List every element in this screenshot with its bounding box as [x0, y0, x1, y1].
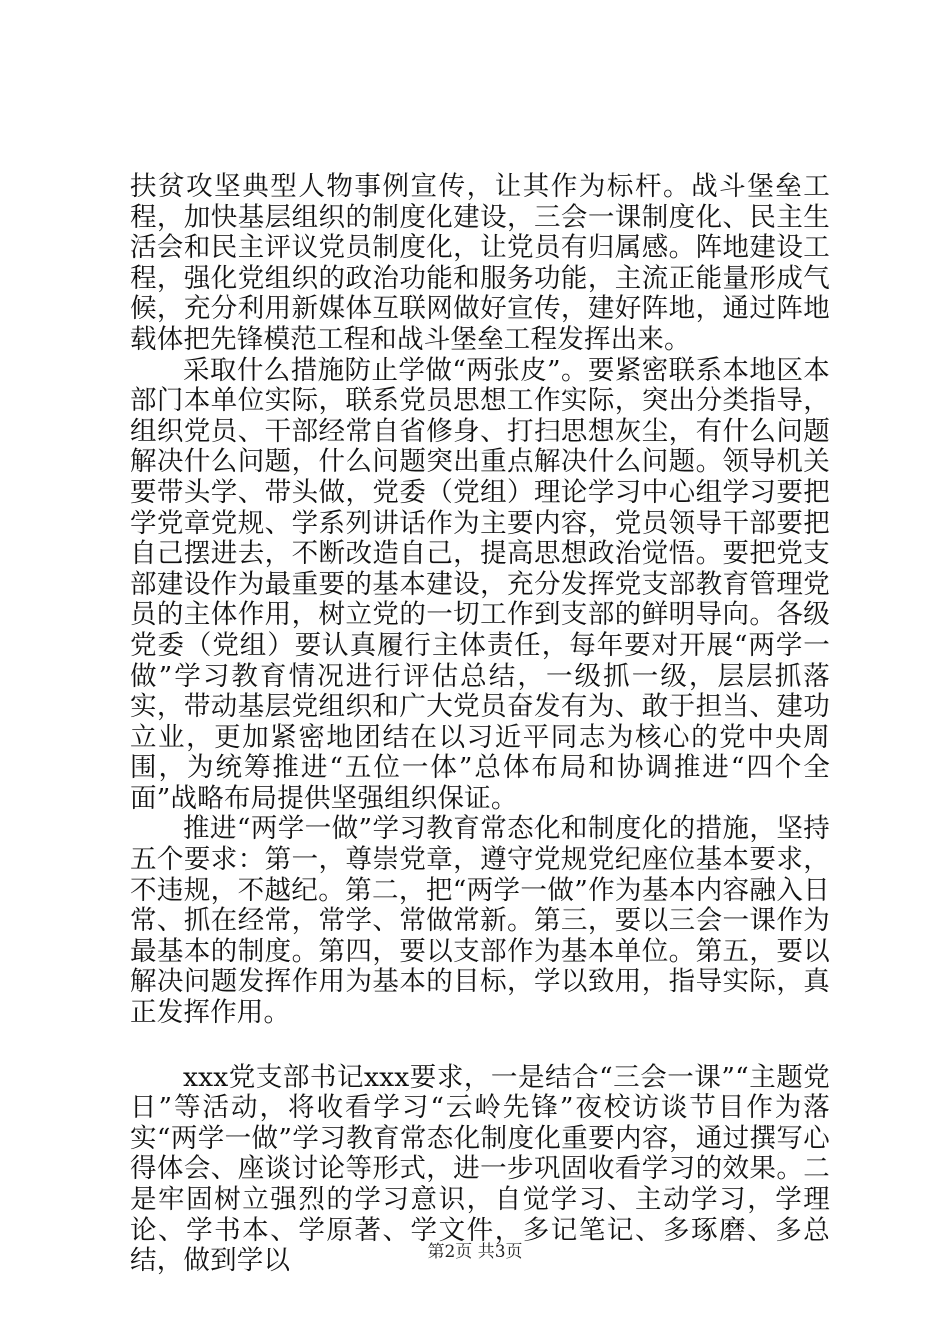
paragraph-continuation: 扶贫攻坚典型人物事例宣传，让其作为标杆。战斗堡垒工程，加快基层组织的制度化建设，三会一课制度化、民主生活会和民主评议党员制度化，让党员有归属感。阵地建设工程，强化党组织的政治功能和服务功能，主流正能量形成气候，充分利用新媒体互联网做好宣传，建好阵地，通过阵地载体把先锋模范工程和战斗堡垒工程发挥出来。 [130, 171, 830, 355]
paragraph-branch-secretary: xxx党支部书记xxx要求，一是结合“三会一课”“主题党日”等活动，将收看学习“云岭先锋”夜校访谈节目作为落实“两学一做”学习教育常态化制度化重要内容，通过撰写心得体会、座谈讨论等形式，进一步巩固收看学习的效果。二是牢固树立强烈的学习意识，自觉学习、主动学习，学理论、学书本、学原著、学文件，多记笔记、多琢磨、多总结，做到学以 [130, 1061, 830, 1277]
page-number-footer: 第2页 共3页 [427, 1242, 523, 1262]
document-body [130, 172, 830, 1277]
paragraph-prevent-two-skins: 采取什么措施防止学做“两张皮”。要紧密联系本地区本部门本单位实际，联系党员思想工作实际，突出分类指导，组织党员、干部经常自省修身、打扫思想灰尘，有什么问题解决什么问题，什么问题突出重点解决什么问题。领导机关要带头学、带头做，党委（党组）理论学习中心组学习要把学党章党规、学系列讲话作为主要内容，党员领导干部要把自己摆进去，不断改造自己，提高思想政治觉悟。要把党支部建设作为最重要的基本建设，充分发挥党支部教育管理党员的主体作用，树立党的一切工作到支部的鲜明导向。各级党委（党组）要认真履行主体责任，每年要对开展“两学一做”学习教育情况进行评估总结，一级抓一级，层层抓落实，带动基层党组织和广大党员奋发有为、敢于担当、建功立业，更加紧密地团结在以习近平同志为核心的党中央周围，为统筹推进“五位一体”总体布局和协调推进“四个全面”战略布局提供坚强组织保证。 [130, 354, 830, 814]
paragraph-five-requirements: 推进“两学一做”学习教育常态化和制度化的措施，坚持五个要求：第一，尊崇党章，遵守党规党纪座位基本要求，不违规，不越纪。第二，把“两学一做”作为基本内容融入日常、抓在经常，常学、常做常新。第三，要以三会一课作为最基本的制度。第四，要以支部作为基本单位。第五，要以解决问题发挥作用为基本的目标，学以致用，指导实际，真正发挥作用。 [130, 813, 830, 1029]
